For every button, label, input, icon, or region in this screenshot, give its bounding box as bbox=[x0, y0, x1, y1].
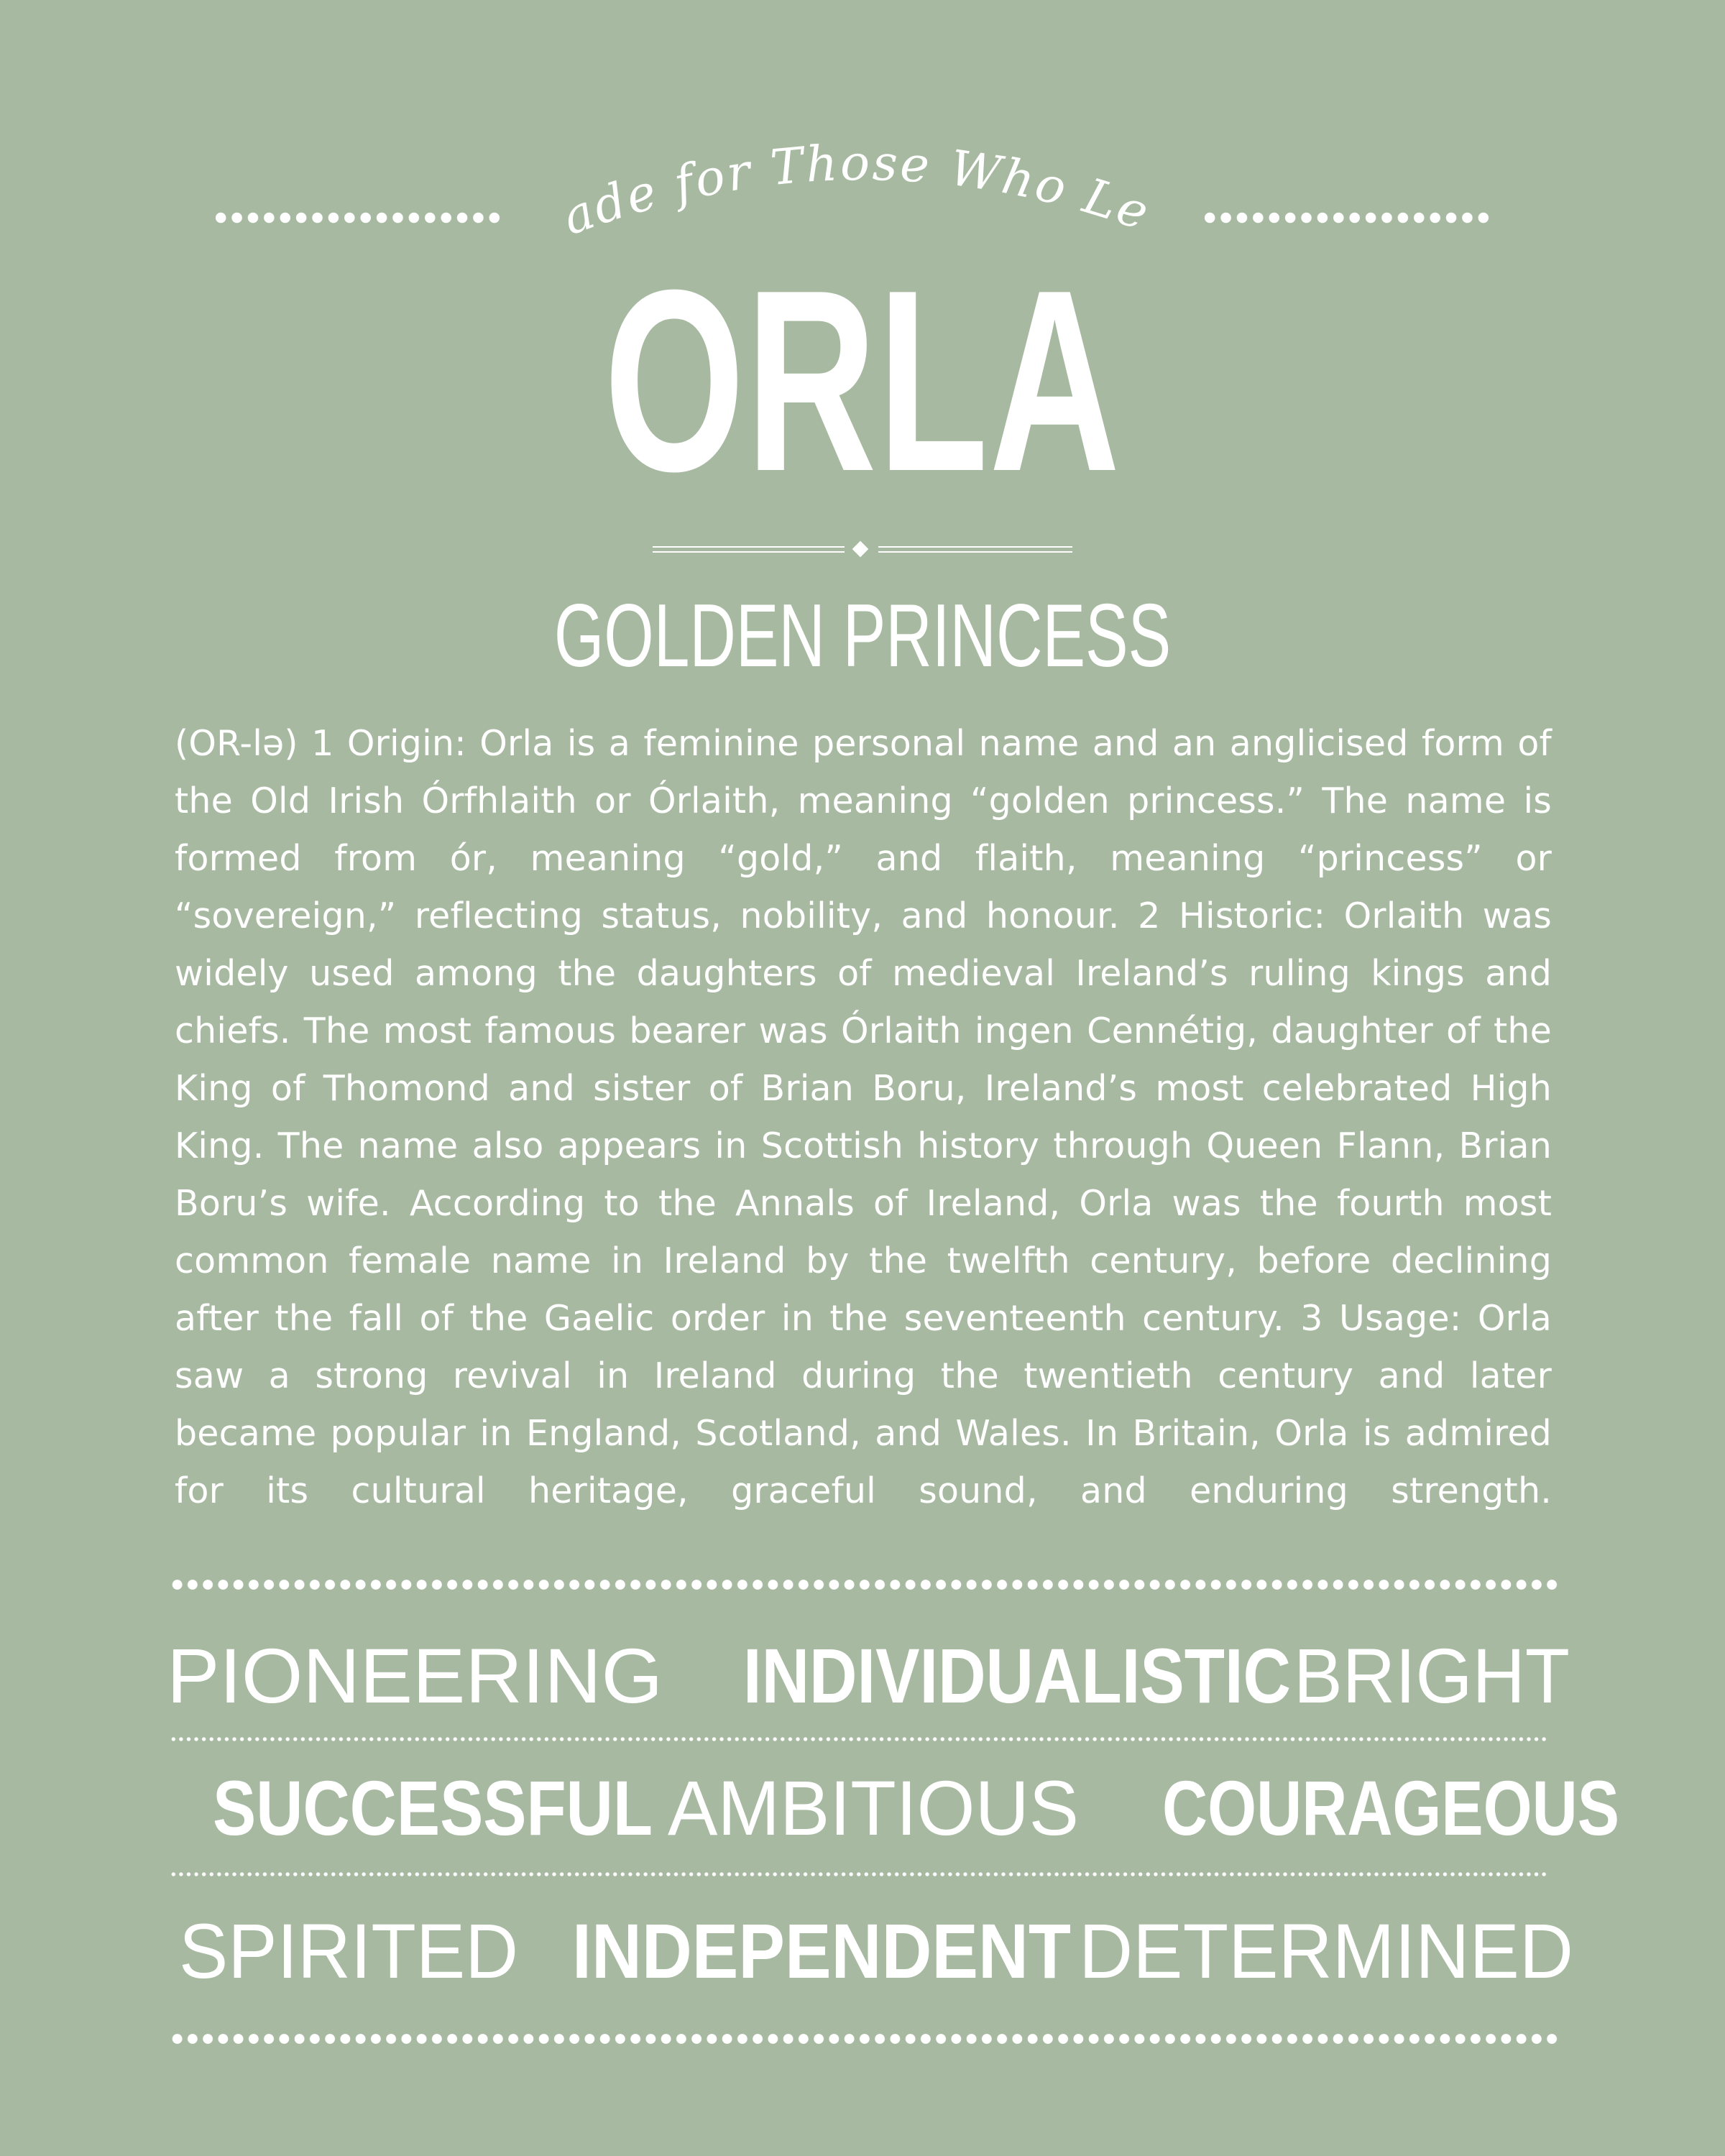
trait-word bbox=[167, 1626, 663, 1726]
title-divider-left bbox=[653, 546, 845, 553]
trait-word-text: SPIRITED bbox=[179, 1907, 519, 1994]
title-divider-right bbox=[878, 546, 1072, 553]
trait-word bbox=[543, 1901, 1072, 2001]
trait-word-text: INDIVIDUALISTIC bbox=[743, 1632, 1292, 1719]
trait-word-text: DETERMINED bbox=[1079, 1907, 1574, 1994]
name-title: ORLA bbox=[604, 236, 1121, 525]
trait-word-text: AMBITIOUS bbox=[668, 1764, 1080, 1851]
trait-word bbox=[170, 1901, 519, 2001]
trait-row bbox=[0, 1758, 1725, 1858]
trait-word bbox=[170, 1758, 653, 1858]
tagline-text bbox=[519, 63, 1158, 247]
trait-word-text: INDEPENDENT bbox=[572, 1907, 1072, 1994]
divider-diamond-icon bbox=[852, 541, 869, 558]
trait-row bbox=[0, 1626, 1725, 1726]
trait-row bbox=[0, 1901, 1725, 2001]
top-left-dot-divider bbox=[213, 211, 505, 224]
name-description: (OR-lə) 1 Origin: Orla is a feminine personal name and an anglicised form of the Old Irish Órfhlaith or Órlaith, meaning “golden princess.” The name is formed from ór, meaning “gold,” and flaith, meaning “princess” or “sovereign,” reflecting status, nobility, and honour. 2 Historic: Orlaith was widely used among the daughters of medieval Ireland’s ruling kings and chiefs. The most famous bearer was Órlaith ingen Cennétig, daughter of the King of Thomond and sister of Brian Boru, Ireland’s most celebrated High King. The name also appears in Scottish history through Queen Flann, Brian Boru’s wife. According to the Annals of Ireland, Orla was the fourth most common female name in Ireland by the twelfth century, before declining after the fall of the Gaelic order in the seventeenth century. 3 Usage: Orla saw a strong revival in Ireland during the twentieth century and later became popular in England, Scotland, and Wales. In Britain, Orla is admired for its cultural heritage, graceful sound, and enduring strength. bbox=[175, 723, 1552, 1511]
trait-word bbox=[1285, 1626, 1570, 1726]
trait-word bbox=[696, 1626, 1292, 1726]
tagline: Made for Those Who Lead bbox=[520, 63, 1158, 247]
trait-word-text: BRIGHT bbox=[1294, 1632, 1570, 1719]
tagline-arc bbox=[520, 63, 1179, 252]
trait-row-dot-divider bbox=[170, 1736, 1550, 1742]
trait-word bbox=[1070, 1901, 1574, 2001]
trait-row-dot-divider bbox=[170, 1871, 1550, 1877]
traits-top-dot-divider bbox=[170, 1578, 1560, 1591]
trait-word-text: PIONEERING bbox=[167, 1632, 663, 1719]
top-right-dot-divider bbox=[1202, 211, 1494, 224]
trait-word-text: COURAGEOUS bbox=[1162, 1764, 1620, 1851]
trait-word-text: SUCCESSFUL bbox=[213, 1764, 653, 1851]
trait-word bbox=[1108, 1758, 1620, 1858]
traits-bottom-dot-divider bbox=[170, 2032, 1560, 2045]
name-meaning: GOLDEN PRINCESS bbox=[553, 586, 1172, 686]
trait-word bbox=[660, 1758, 1080, 1858]
